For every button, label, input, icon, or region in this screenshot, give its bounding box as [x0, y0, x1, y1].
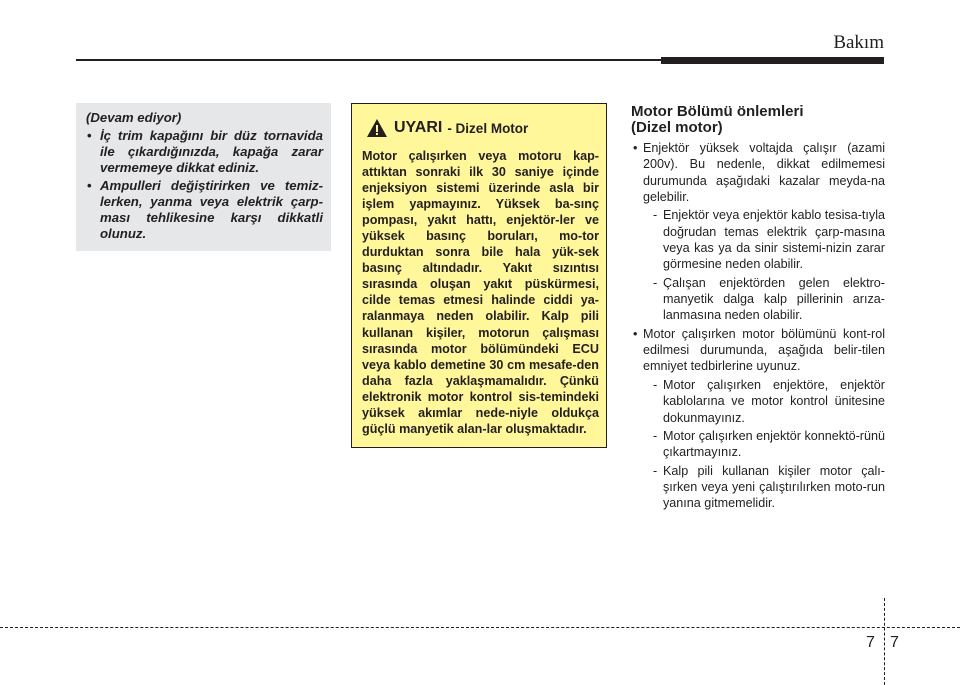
sub-item-text: Çalışan enjektörden gelen elektro-manyetik dalga kalp pillerinin arıza-lanmasına neden olabilir. — [663, 275, 885, 323]
section-title-line1: Motor Bölümü önlemleri — [631, 103, 804, 120]
page-number-chapter: 7 — [866, 634, 875, 651]
bullet-dot: • — [87, 178, 92, 193]
note-box — [76, 103, 331, 251]
section-content — [631, 140, 885, 512]
warning-body: Motor çalışırken veya motoru kap-attıktan sonraki ilk 30 saniye içinde enjeksiyon sistemi üzerinde asla bir işlem yapmayınız. Yüksek ba-sınç pompası, yakıt hattı, enjektör-ler ve yüksek basınç boruları, mo-tor durduktan sonra bile hala yük-sek basınç altındadır. Yakıt sızıntısı sırasında oluşan yakıt püskürmesi, cilde temas etmesi halinde ciddi ya-ralanmaya neden olabilir. Kalp pili kullanan kişiler, motorun çalışması sırasında motor bölümündeki ECU veya kablo demetine 30 cm mesafe-den daha fazla yaklaşmamalıdır. Çünkü elektronik motor kontrol sis-temindeki yüksek akımlar nede-niyle oldukça güçlü manyetik alan-lar oluşmaktadır. — [362, 149, 599, 436]
header-bar — [661, 57, 884, 64]
footer-rule — [0, 627, 960, 628]
bullet-dot: • — [633, 141, 638, 155]
list-item — [631, 326, 885, 512]
sub-item — [643, 463, 885, 512]
note-bullet — [84, 128, 323, 176]
footer-divider — [884, 598, 885, 685]
note-continued: (Devam ediyor) — [86, 110, 182, 125]
dash-mark: - — [653, 208, 658, 223]
sub-item — [643, 207, 885, 272]
page-number-page: 7 — [890, 634, 899, 651]
note-bullet-text: Ampulleri değiştirirken ve temiz-lerken, yanma veya elektrik çarp-ması tehlikesine karşı dikkatli olunuz. — [100, 178, 323, 241]
section-title — [631, 104, 891, 136]
sub-item — [643, 275, 885, 324]
sub-item-text: Enjektör veya enjektör kablo tesisa-tıyla doğrudan temas elektrik çarp-masına veya kas ya da sinir sistemi-nizin zarar görmesine neden olabilir. — [663, 208, 885, 272]
sub-item-text: Motor çalışırken enjektöre, enjektör kablolarına ve motor kontrol ünitesine dokunmayınız. — [663, 377, 885, 425]
section-title-line2: (Dizel motor) — [631, 119, 723, 136]
sub-item — [643, 428, 885, 461]
dash-mark: - — [653, 428, 658, 443]
sub-item-text: Kalp pili kullanan kişiler motor çalı-şırken veya yeni çalıştırılırken moto-run yanına gitmemelidir. — [663, 463, 885, 511]
list-item — [631, 140, 885, 324]
warning-title: UYARI — [394, 119, 443, 136]
warning-header — [362, 116, 599, 140]
warning-subtitle: - Dizel Motor — [447, 120, 529, 136]
dash-mark: - — [653, 275, 658, 290]
note-bullet — [84, 178, 323, 242]
bullet-dot: • — [87, 128, 92, 143]
sub-item — [643, 377, 885, 426]
list-item-text: Motor çalışırken motor bölümünü kont-rol edilmesi durumunda, aşağıda belir-tilen emniyet tedbirlerine uyunuz. — [643, 326, 885, 374]
dash-mark: - — [653, 463, 658, 478]
dash-mark: - — [653, 377, 658, 392]
page-header-title: Bakım — [833, 32, 884, 53]
list-item-text: Enjektör yüksek voltajda çalışır (azami 200v). Bu nedenle, dikkat edilmemesi durumunda aşağıdaki kazalar meyda-na gelebilir. — [643, 141, 885, 205]
warning-box — [351, 103, 607, 448]
note-bullet-text: İç trim kapağını bir düz tornavida ile çıkardığınızda, kapağa zarar vermemeye dikkat ediniz. — [100, 128, 323, 175]
warning-triangle-icon — [366, 118, 388, 138]
sub-item-text: Motor çalışırken enjektör konnektö-rünü çıkartmayınız. — [663, 428, 885, 460]
bullet-dot: • — [633, 326, 638, 341]
